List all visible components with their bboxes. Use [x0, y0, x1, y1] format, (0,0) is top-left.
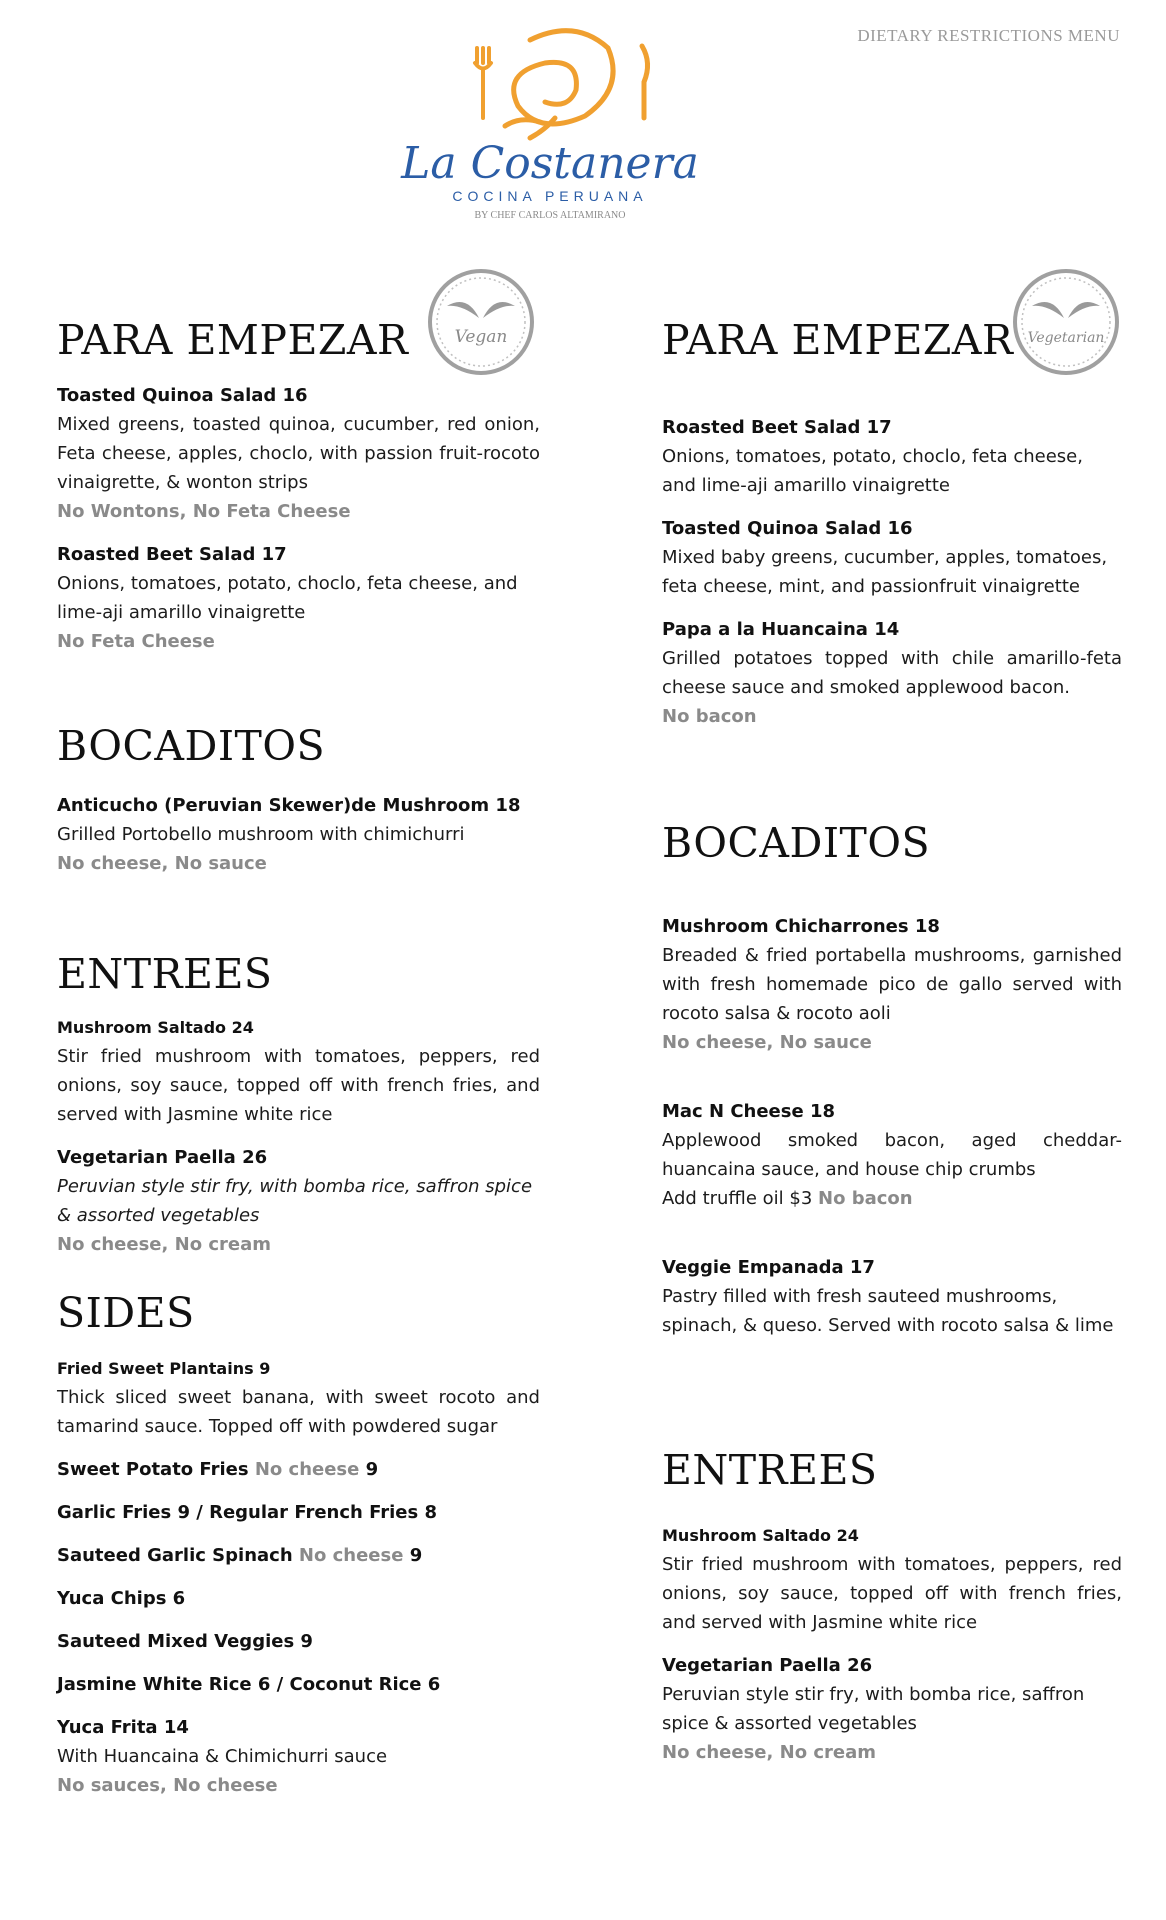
item-price: 9 [365, 1459, 379, 1481]
item-name: Fried Sweet Plantains 9 [57, 1359, 271, 1379]
knife-icon [642, 46, 648, 118]
item-description: Stir fried mushroom with tomatoes, peppers, red onions, soy sauce, topped off with french fries, and served with Jasmine white rice [662, 1554, 1122, 1634]
item-name: Roasted Beet Salad 17 [662, 417, 892, 439]
item-description: Peruvian style stir fry, with bomba rice, saffron spice & assorted vegetables [57, 1176, 533, 1227]
item-restriction-note: No Feta Cheese [57, 631, 215, 653]
item-description: Mixed greens, toasted quinoa, cucumber, red onion, Feta cheese, apples, choclo, with passion fruit-rocoto vinaigrette, & wonton strips [57, 414, 540, 494]
menu-item [57, 1713, 540, 1800]
menu-item: Jasmine White Rice 6 / Coconut Rice 6 [57, 1674, 441, 1696]
item-name: Papa a la Huancaina 14 [662, 619, 900, 641]
menu-item [662, 514, 1122, 601]
menu-item [662, 1097, 1122, 1213]
svg-text:Vegan: Vegan [454, 327, 508, 347]
fork-icon [475, 48, 491, 118]
menu-item [662, 413, 1122, 500]
item-description: Pastry filled with fresh sauteed mushrooms, spinach, & queso. Served with rocoto salsa & lime [662, 1286, 1114, 1337]
section-title: BOCADITOS [662, 819, 931, 868]
item-description: With Huancaina & Chimichurri sauce [57, 1746, 388, 1768]
item-price: 9 [409, 1545, 423, 1567]
item-restriction-note: No cheese [254, 1459, 360, 1481]
item-restriction-note: No cheese, No cream [57, 1234, 271, 1256]
menu-item [57, 1143, 540, 1259]
spiral-logo-icon [505, 31, 613, 138]
item-name: Sweet Potato Fries [57, 1459, 249, 1481]
vegan-column [57, 318, 540, 1800]
menu-item [662, 912, 1122, 1057]
item-description: Stir fried mushroom with tomatoes, peppers, red onions, soy sauce, topped off with french fries, and served with Jasmine white rice [57, 1046, 540, 1126]
item-name: Vegetarian Paella 26 [662, 1655, 873, 1677]
menu-item [662, 615, 1122, 731]
item-name: Vegetarian Paella 26 [57, 1147, 268, 1169]
item-restriction-note: No sauces, No cheese [57, 1775, 278, 1797]
menu-item: Garlic Fries 9 / Regular French Fries 8 [57, 1502, 438, 1524]
item-description: Grilled potatoes topped with chile amarillo-feta cheese sauce and smoked applewood bacon. [662, 648, 1122, 699]
brand-tagline: COCINA PERUANA [452, 188, 648, 204]
brand-name: La Costanera [401, 138, 699, 189]
addon-text: Add truffle oil $3 [662, 1188, 813, 1210]
item-name: Toasted Quinoa Salad 16 [662, 518, 913, 540]
item-restriction-note: No cheese, No sauce [662, 1032, 872, 1054]
section-title: PARA EMPEZAR [662, 316, 1014, 364]
menu-item [57, 1013, 540, 1129]
menu-item [57, 540, 540, 656]
item-addon [662, 1184, 1122, 1213]
item-name: Toasted Quinoa Salad 16 [57, 385, 308, 407]
menu-item [662, 1521, 1122, 1637]
item-name: Mushroom Chicharrones 18 [662, 916, 940, 938]
item-name: Mac N Cheese 18 [662, 1101, 836, 1123]
menu-item [57, 791, 540, 878]
item-name: Anticucho (Peruvian Skewer)de Mushroom 18 [57, 795, 521, 817]
item-restriction-note: No cheese, No sauce [57, 853, 267, 875]
item-restriction-note: No bacon [818, 1188, 913, 1210]
item-name: Sauteed Garlic Spinach [57, 1545, 293, 1567]
menu-item [57, 1354, 540, 1441]
menu-item: Sauteed Mixed Veggies 9 [57, 1631, 313, 1653]
item-description: Onions, tomatoes, potato, choclo, feta cheese, and lime-aji amarillo vinaigrette [662, 446, 1083, 497]
item-restriction-note: No Wontons, No Feta Cheese [57, 501, 351, 523]
menu-item [57, 1455, 540, 1484]
menu-item: Yuca Chips 6 [57, 1588, 186, 1610]
section-title: ENTREES [57, 950, 273, 999]
item-name: Mushroom Saltado 24 [662, 1526, 859, 1546]
item-description: Peruvian style stir fry, with bomba rice, saffron spice & assorted vegetables [662, 1684, 1085, 1735]
menu-item [662, 1253, 1122, 1340]
item-restriction-note: No cheese [298, 1545, 404, 1567]
chef-credit: BY CHEF CARLOS ALTAMIRANO [474, 210, 626, 221]
item-restriction-note: No bacon [662, 706, 757, 728]
item-description: Applewood smoked bacon, aged cheddar-huancaina sauce, and house chip crumbs [662, 1130, 1122, 1181]
item-description: Breaded & fried portabella mushrooms, garnished with fresh homemade pico de gallo served with rocoto salsa & rocoto aoli [662, 945, 1122, 1025]
section-title: PARA EMPEZAR [57, 316, 409, 364]
item-description: Onions, tomatoes, potato, choclo, feta cheese, and lime-aji amarillo vinaigrette [57, 573, 518, 624]
section-title: SIDES [57, 1289, 195, 1338]
item-description: Grilled Portobello mushroom with chimichurri [57, 824, 465, 846]
item-name: Veggie Empanada 17 [662, 1257, 875, 1279]
menu-item [57, 381, 540, 526]
section-title: BOCADITOS [57, 722, 326, 771]
leaf-icon [447, 302, 515, 318]
item-description: Mixed baby greens, cucumber, apples, tomatoes, feta cheese, mint, and passionfruit vinaigrette [662, 547, 1108, 598]
item-restriction-note: No cheese, No cream [662, 1742, 876, 1764]
section-title: ENTREES [662, 1446, 878, 1495]
restaurant-logo [380, 18, 720, 228]
leaf-icon [1032, 302, 1100, 318]
vegetarian-column [662, 318, 1122, 1767]
item-name: Yuca Frita 14 [57, 1717, 189, 1739]
svg-text:Vegetarian: Vegetarian [1027, 330, 1105, 346]
item-name: Roasted Beet Salad 17 [57, 544, 287, 566]
menu-item [57, 1541, 540, 1570]
item-name: Mushroom Saltado 24 [57, 1018, 254, 1038]
menu-type-label: DIETARY RESTRICTIONS MENU [857, 26, 1120, 45]
item-description: Thick sliced sweet banana, with sweet rocoto and tamarind sauce. Topped off with powdered sugar [57, 1387, 540, 1438]
menu-item [662, 1651, 1122, 1767]
